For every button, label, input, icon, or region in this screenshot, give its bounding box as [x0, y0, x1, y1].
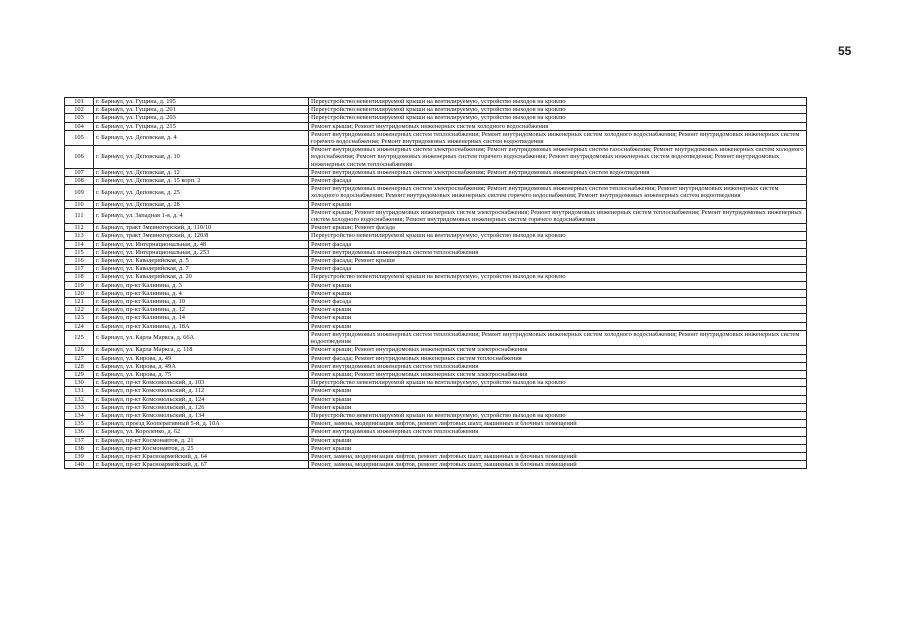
row-works: Ремонт внутридомовых инженерных систем теплоснабжения: [309, 428, 807, 436]
row-works: Ремонт крыши: [309, 387, 807, 395]
row-address: г. Барнаул, ул. Деповская, д. 15 корп. 2: [94, 177, 309, 185]
row-address: г. Барнаул, ул. Кавалерийская, д. 5: [94, 257, 309, 265]
row-address: г. Барнаул, проезд Кооперативный 5-й, д. 10А: [94, 420, 309, 428]
table-row: [65, 200, 807, 208]
row-address: г. Барнаул, ул. Гущина, д. 203: [94, 114, 309, 122]
row-works: Ремонт фасада: [309, 240, 807, 248]
row-address: г. Барнаул, ул. Деповская, д. 4: [94, 130, 309, 145]
row-address: г. Барнаул, ул. Деповская, д. 25: [94, 185, 309, 200]
row-address: г. Барнаул, ул. Гущина, д. 215: [94, 122, 309, 130]
works-table-body: [65, 98, 807, 469]
row-number: 131: [65, 387, 94, 395]
row-number: 134: [65, 411, 94, 419]
row-number: 117: [65, 265, 94, 273]
table-row: [65, 436, 807, 444]
row-works: Ремонт крыши; Ремонт внутридомовых инженерных систем электроснабжения: [309, 370, 807, 378]
row-address: г. Барнаул, пр-кт Калинина, д. 4: [94, 289, 309, 297]
row-address: г. Барнаул, ул. Короленко, д. 62: [94, 428, 309, 436]
row-address: г. Барнаул, пр-кт Комсомольский, д. 134: [94, 411, 309, 419]
table-row: [65, 98, 807, 106]
table-row: [65, 444, 807, 452]
table-row: [65, 177, 807, 185]
row-number: 135: [65, 420, 94, 428]
row-works: Ремонт фасада: [309, 298, 807, 306]
table-row: [65, 306, 807, 314]
table-row: [65, 362, 807, 370]
row-address: г. Барнаул, ул. Деповская, д. 28: [94, 200, 309, 208]
row-address: г. Барнаул, ул. Кавалерийская, д. 20: [94, 273, 309, 281]
row-number: 140: [65, 461, 94, 469]
row-address: г. Барнаул, пр-кт Красноармейский, д. 67: [94, 461, 309, 469]
table-row: [65, 130, 807, 145]
table-row: [65, 428, 807, 436]
row-number: 139: [65, 452, 94, 460]
table-row: [65, 281, 807, 289]
row-number: 102: [65, 106, 94, 114]
row-address: г. Барнаул, ул. Карла Маркса, д. 66А: [94, 330, 309, 345]
row-works: Ремонт крыши: [309, 322, 807, 330]
table-row: [65, 354, 807, 362]
table-row: [65, 370, 807, 378]
row-works: Ремонт крыши: [309, 289, 807, 297]
row-address: г. Барнаул, ул. Карла Маркса, д. 118: [94, 346, 309, 354]
row-address: г. Барнаул, ул. Интернациональная, д. 48: [94, 240, 309, 248]
row-number: 126: [65, 346, 94, 354]
row-address: г. Барнаул, ул. Деповская, д. 12: [94, 168, 309, 176]
row-address: г. Барнаул, ул. Кавалерийская, д. 7: [94, 265, 309, 273]
row-works: Ремонт крыши: [309, 281, 807, 289]
row-number: 129: [65, 370, 94, 378]
table-row: [65, 420, 807, 428]
row-number: 120: [65, 289, 94, 297]
row-number: 103: [65, 114, 94, 122]
table-row: [65, 387, 807, 395]
row-works: Ремонт крыши: [309, 444, 807, 452]
table-row: [65, 314, 807, 322]
row-works: Ремонт крыши: [309, 306, 807, 314]
row-works: Ремонт внутридомовых инженерных систем теплоснабжения; Ремонт внутридомовых инженерных систем холодного водоснабжения; Ремонт внутридомовых инженерных систем водоотведения: [309, 330, 807, 345]
row-address: г. Барнаул, ул. Западная 1-я, д. 4: [94, 208, 309, 223]
row-works: Ремонт крыши; Ремонт фасада: [309, 224, 807, 232]
table-row: [65, 452, 807, 460]
row-works: Ремонт внутридомовых инженерных систем электроснабжения; Ремонт внутридомовых инженерных систем газоснабжения; Ремонт внутридомовых инженерных систем холодного водоснабжения; Ремонт внутридомовых инженерных систем горячего водоснабжения; Ремонт внутридомовых инженерных систем водоотведения; Ремонт внутридомовых инженерных систем теплоснабжения: [309, 146, 807, 169]
row-number: 138: [65, 444, 94, 452]
table-row: [65, 403, 807, 411]
table-row: [65, 330, 807, 345]
row-number: 132: [65, 395, 94, 403]
table-row: [65, 185, 807, 200]
row-number: 116: [65, 257, 94, 265]
table-row: [65, 273, 807, 281]
row-address: г. Барнаул, ул. Интернациональная, д. 253: [94, 248, 309, 256]
row-works: Переустройство невентилируемой крыши на вентилируемую, устройство выходов на кровлю: [309, 273, 807, 281]
row-works: Ремонт внутридомовых инженерных систем теплоснабжения; Ремонт внутридомовых инженерных систем холодного водоснабжения; Ремонт внутридомовых инженерных систем горячего водоснабжения; Ремонт внутридомовых инженерных систем водоотведения: [309, 130, 807, 145]
table-row: [65, 168, 807, 176]
row-works: Ремонт внутридомовых инженерных систем теплоснабжения: [309, 248, 807, 256]
row-address: г. Барнаул, пр-кт Космонавтов, д. 21: [94, 436, 309, 444]
row-number: 104: [65, 122, 94, 130]
row-works: Переустройство невентилируемой крыши на вентилируемую, устройство выходов на кровлю: [309, 98, 807, 106]
table-row: [65, 322, 807, 330]
table-row: [65, 411, 807, 419]
row-number: 105: [65, 130, 94, 145]
table-row: [65, 208, 807, 223]
row-works: Переустройство невентилируемой крыши на вентилируемую, устройство выходов на кровлю: [309, 106, 807, 114]
row-address: г. Барнаул, тракт Змеиногорский, д. 120/8: [94, 232, 309, 240]
row-works: Ремонт внутридомовых инженерных систем электроснабжения; Ремонт внутридомовых инженерных систем теплоснабжения; Ремонт внутридомовых инженерных систем холодного водоснабжения; Ремонт внутридомовых инженерных систем горячего водоснабжения; Ремонт внутридомовых инженерных систем водоотведения: [309, 185, 807, 200]
table-row: [65, 298, 807, 306]
row-works: Ремонт фасада; Ремонт внутридомовых инженерных систем теплоснабжения: [309, 354, 807, 362]
row-works: Ремонт крыши: [309, 200, 807, 208]
row-works: Ремонт, замена, модернизация лифтов, ремонт лифтовых шахт, машинных и блочных помещений: [309, 452, 807, 460]
row-address: г. Барнаул, пр-кт Комсомольский, д. 126: [94, 403, 309, 411]
page-number: 55: [838, 44, 852, 58]
row-works: Ремонт внутридомовых инженерных систем электроснабжения; Ремонт внутридомовых инженерных систем водоотведения: [309, 168, 807, 176]
table-row: [65, 248, 807, 256]
table-row: [65, 461, 807, 469]
table-row: [65, 346, 807, 354]
table-row: [65, 379, 807, 387]
row-works: Ремонт внутридомовых инженерных систем теплоснабжения: [309, 362, 807, 370]
row-works: Переустройство невентилируемой крыши на вентилируемую, устройство выходов на кровлю: [309, 114, 807, 122]
table-row: [65, 232, 807, 240]
row-works: Ремонт крыши: [309, 403, 807, 411]
works-table: [64, 97, 807, 469]
row-number: 107: [65, 168, 94, 176]
table-row: [65, 106, 807, 114]
row-number: 119: [65, 281, 94, 289]
row-number: 136: [65, 428, 94, 436]
row-address: г. Барнаул, тракт Змеиногорский, д. 110/10: [94, 224, 309, 232]
table-row: [65, 114, 807, 122]
row-address: г. Барнаул, пр-кт Калинина, д. 10: [94, 298, 309, 306]
row-number: 121: [65, 298, 94, 306]
row-address: г. Барнаул, пр-кт Космонавтов, д. 25: [94, 444, 309, 452]
table-row: [65, 224, 807, 232]
row-works: Переустройство невентилируемой крыши на вентилируемую, устройство выходов на кровлю: [309, 232, 807, 240]
row-works: Ремонт крыши; Ремонт внутридомовых инженерных систем холодного водоснабжения: [309, 122, 807, 130]
row-works: Переустройство невентилируемой крыши на вентилируемую, устройство выходов на кровлю: [309, 379, 807, 387]
row-works: Ремонт фасада; Ремонт крыши: [309, 257, 807, 265]
row-number: 115: [65, 248, 94, 256]
row-works: Ремонт фасада: [309, 265, 807, 273]
row-number: 118: [65, 273, 94, 281]
row-address: г. Барнаул, ул. Гущина, д. 201: [94, 106, 309, 114]
row-address: г. Барнаул, пр-кт Калинина, д. 3: [94, 281, 309, 289]
row-address: г. Барнаул, ул. Гущина, д. 195: [94, 98, 309, 106]
row-number: 101: [65, 98, 94, 106]
row-works: Ремонт, замена, модернизация лифтов, ремонт лифтовых шахт, машинных и блочных помещений: [309, 461, 807, 469]
row-number: 111: [65, 208, 94, 223]
row-number: 137: [65, 436, 94, 444]
row-number: 125: [65, 330, 94, 345]
row-works: Ремонт крыши: [309, 436, 807, 444]
table-row: [65, 289, 807, 297]
row-works: Ремонт фасада: [309, 177, 807, 185]
row-number: 127: [65, 354, 94, 362]
table-row: [65, 122, 807, 130]
row-address: г. Барнаул, пр-кт Комсомольский, д. 103: [94, 379, 309, 387]
table-row: [65, 265, 807, 273]
row-number: 128: [65, 362, 94, 370]
row-address: г. Барнаул, пр-кт Калинина, д. 18А: [94, 322, 309, 330]
row-number: 122: [65, 306, 94, 314]
row-works: Ремонт крыши: [309, 395, 807, 403]
row-works: Ремонт крыши; Ремонт внутридомовых инженерных систем электроснабжения: [309, 346, 807, 354]
row-number: 113: [65, 232, 94, 240]
row-works: Ремонт крыши; Ремонт внутридомовых инженерных систем электроснабжения; Ремонт внутридомовых инженерных систем теплоснабжения; Ремонт внутридомовых инженерных систем холодного водоснабжения; Ремонт внутридомовых инженерных систем горячего водоснабжения: [309, 208, 807, 223]
row-number: 110: [65, 200, 94, 208]
row-address: г. Барнаул, ул. Кирова, д. 49А: [94, 362, 309, 370]
row-address: г. Барнаул, пр-кт Комсомольский, д. 124: [94, 395, 309, 403]
row-number: 109: [65, 185, 94, 200]
row-number: 114: [65, 240, 94, 248]
row-address: г. Барнаул, пр-кт Калинина, д. 14: [94, 314, 309, 322]
table-row: [65, 240, 807, 248]
row-number: 130: [65, 379, 94, 387]
row-address: г. Барнаул, пр-кт Комсомольский, д. 112: [94, 387, 309, 395]
table-row: [65, 146, 807, 169]
row-number: 124: [65, 322, 94, 330]
row-number: 112: [65, 224, 94, 232]
row-number: 123: [65, 314, 94, 322]
row-address: г. Барнаул, ул. Деповская, д. 10: [94, 146, 309, 169]
row-address: г. Барнаул, ул. Кирова, д. 49: [94, 354, 309, 362]
table-row: [65, 257, 807, 265]
row-works: Переустройство невентилируемой крыши на вентилируемую, устройство выходов на кровлю: [309, 411, 807, 419]
row-works: Ремонт крыши: [309, 314, 807, 322]
row-number: 106: [65, 146, 94, 169]
row-address: г. Барнаул, ул. Кирова, д. 75: [94, 370, 309, 378]
row-works: Ремонт, замена, модернизация лифтов, ремонт лифтовых шахт, машинных и блочных помещений: [309, 420, 807, 428]
table-row: [65, 395, 807, 403]
row-address: г. Барнаул, пр-кт Красноармейский, д. 64: [94, 452, 309, 460]
row-number: 108: [65, 177, 94, 185]
row-address: г. Барнаул, пр-кт Калинина, д. 12: [94, 306, 309, 314]
row-number: 133: [65, 403, 94, 411]
